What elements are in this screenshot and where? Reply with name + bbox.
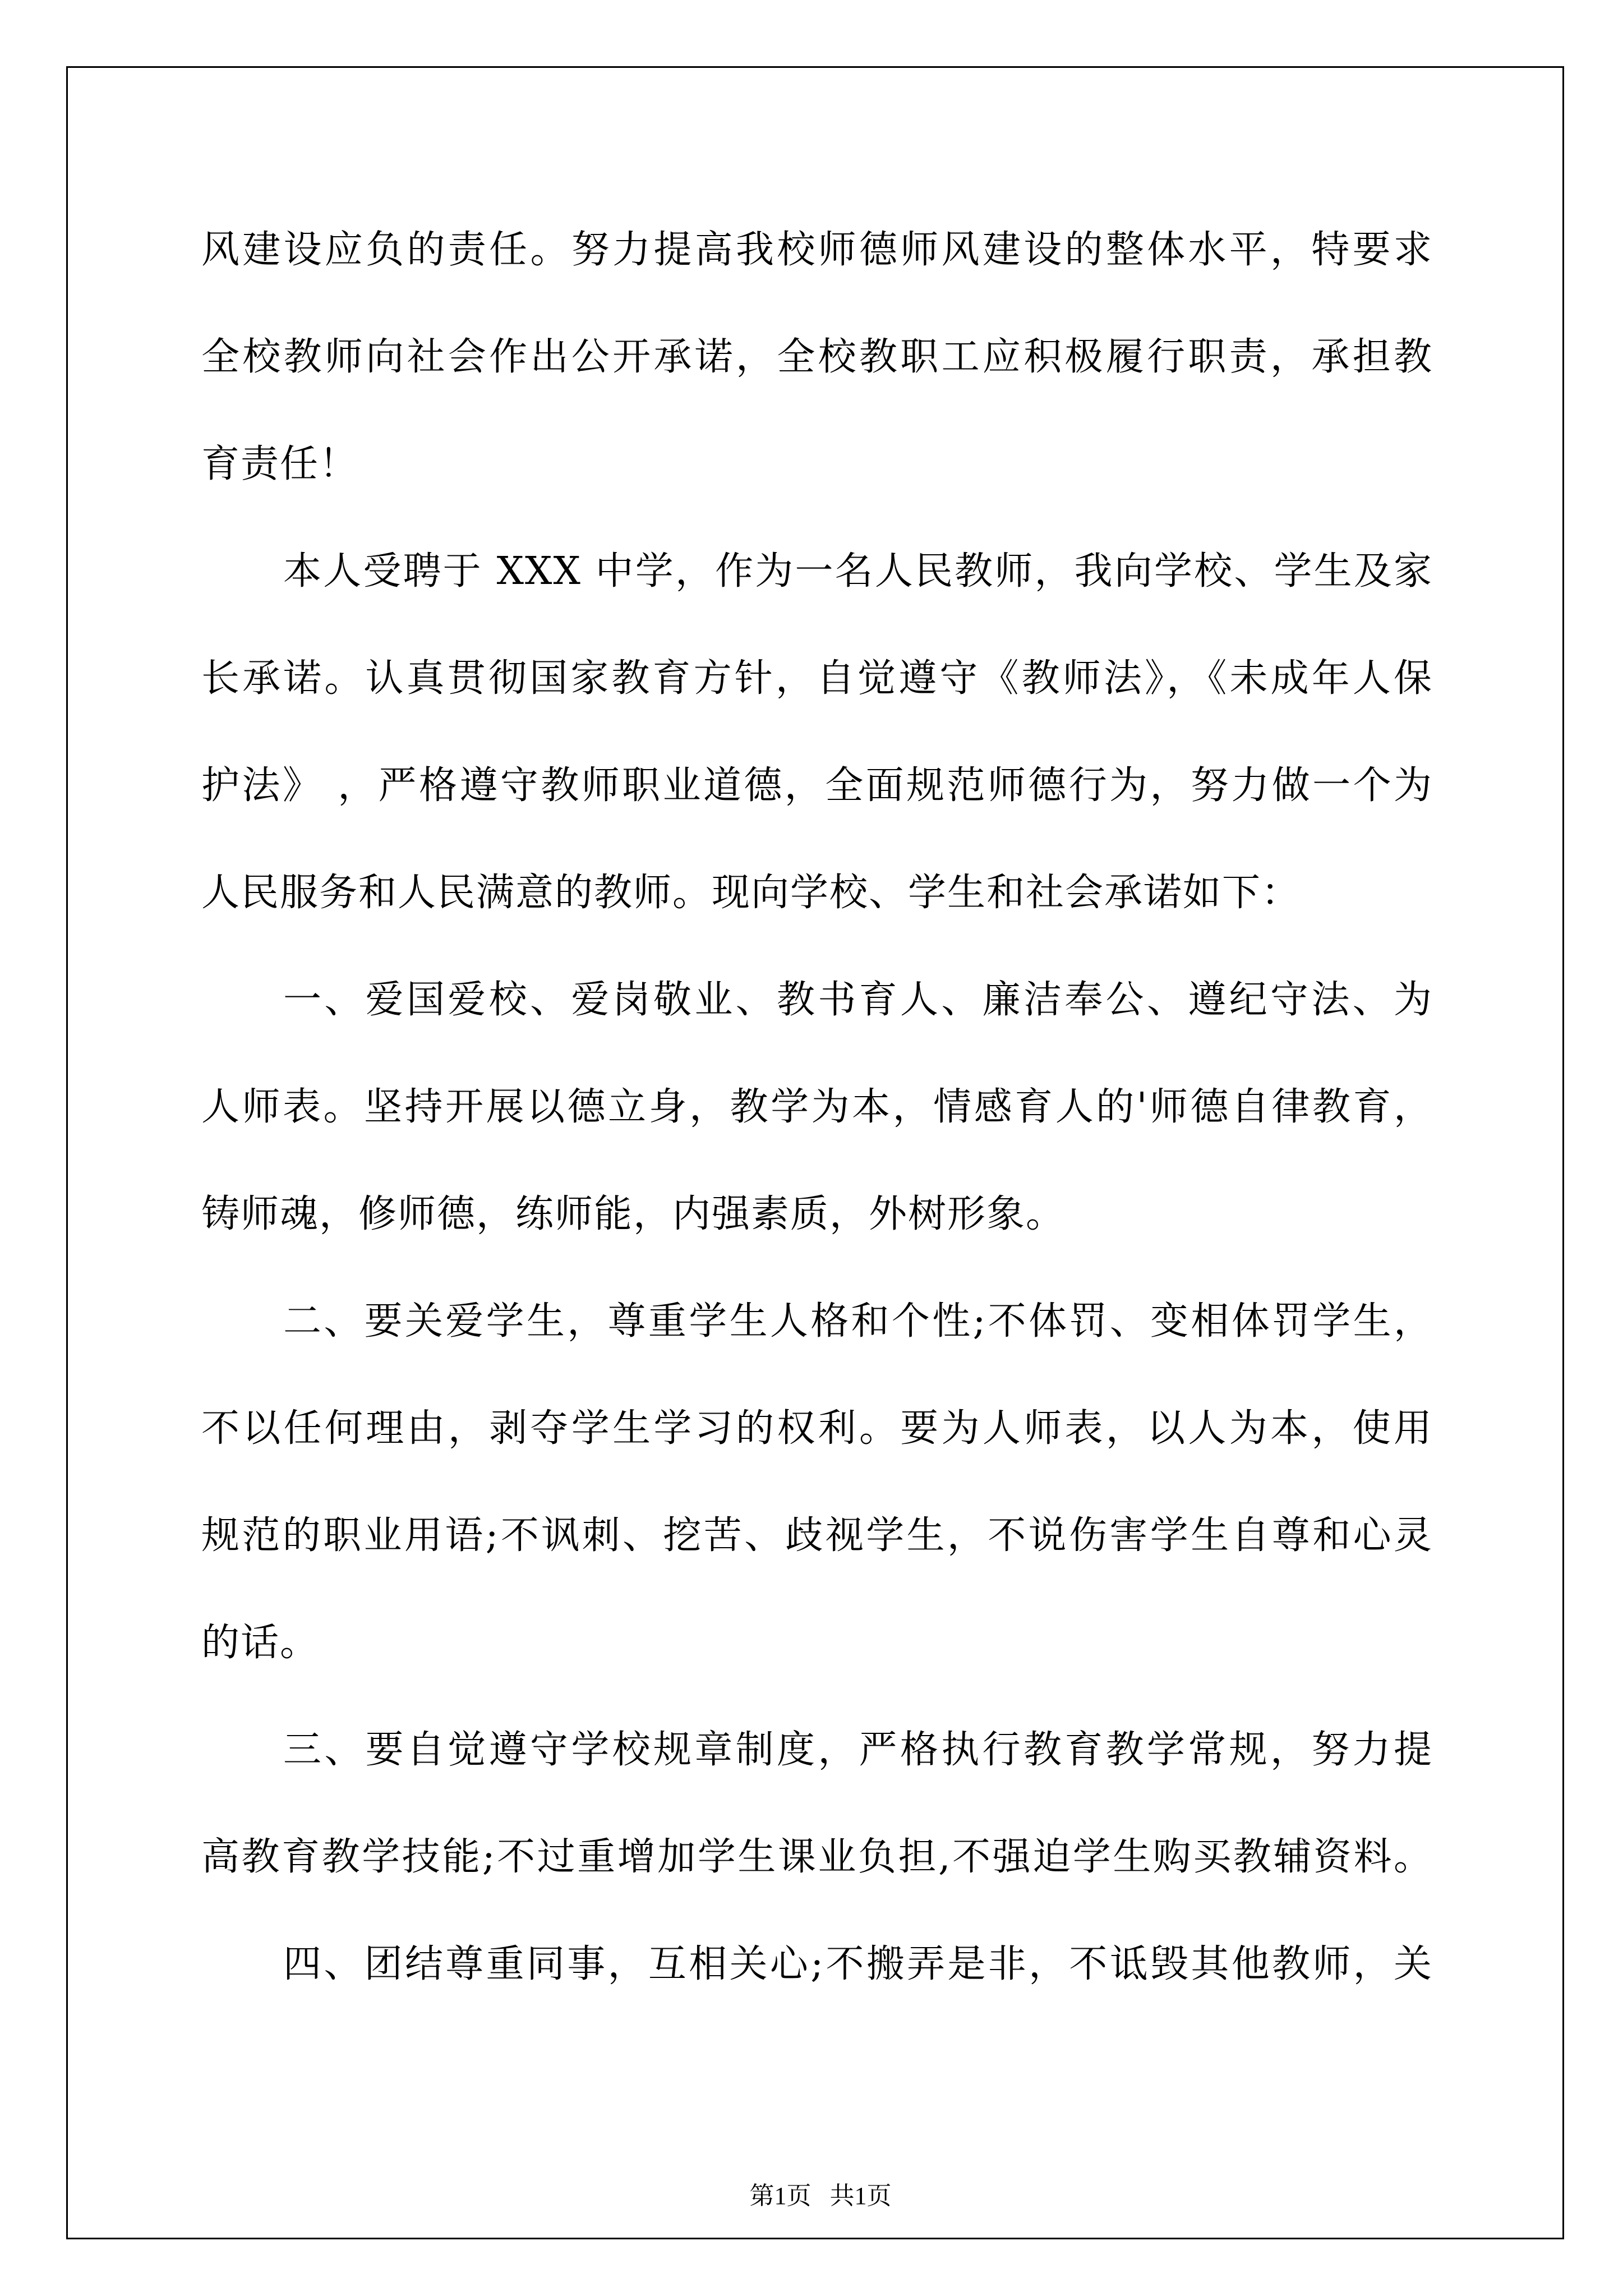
text-line: 育责任！: [201, 442, 359, 486]
paragraph: [201, 1268, 1433, 1696]
text-line: 二、要关爱学生，尊重学生人格和个性;不体罚、变相体罚学生，: [283, 1299, 1433, 1343]
paragraph: [201, 1911, 1433, 2018]
text-line: 规范的职业用语;不讽刺、挖苦、歧视学生，不说伤害学生自尊和心灵: [201, 1513, 1433, 1558]
document-body: [201, 196, 1433, 2018]
text-line: 人师表。坚持开展以德立身，教学为本，情感育人的'师德自律教育，: [201, 1085, 1433, 1129]
text-line: 全校教师向社会作出公开承诺，全校教职工应积极履行职责，承担教: [201, 335, 1433, 379]
text-line: 铸师魂，修师德，练师能，内强素质，外树形象。: [201, 1192, 1066, 1236]
text-line: 护法》 ，严格遵守教师职业道德，全面规范师德行为，努力做一个为: [201, 763, 1433, 808]
text-line: 本人受聘于 XXX 中学，作为一名人民教师，我向学校、学生及家: [283, 549, 1433, 593]
paragraph: [201, 196, 1433, 518]
text-line: 三、要自觉遵守学校规章制度，严格执行教育教学常规，努力提: [283, 1728, 1433, 1772]
text-line: 高教育教学技能;不过重增加学生课业负担,不强迫学生购买教辅资料。: [201, 1835, 1433, 1879]
text-line: 人民服务和人民满意的教师。现向学校、学生和社会承诺如下：: [201, 871, 1301, 915]
paragraph: [201, 946, 1433, 1268]
text-line: 四、团结尊重同事，互相关心;不搬弄是非，不诋毁其他教师，关: [283, 1942, 1433, 1986]
text-line: 的话。: [201, 1621, 320, 1665]
text-line: 一、爱国爱校、爱岗敬业、教书育人、廉洁奉公、遵纪守法、为: [283, 978, 1433, 1022]
text-line: 风建设应负的责任。努力提高我校师德师风建设的整体水平，特要求: [201, 228, 1433, 272]
page-number-footer: 第1页 共1页: [749, 2182, 892, 2210]
text-line: 长承诺。认真贯彻国家教育方针，自觉遵守《教师法》，《未成年人保: [201, 656, 1433, 701]
text-line: 不以任何理由，剥夺学生学习的权利。要为人师表，以人为本，使用: [201, 1406, 1433, 1451]
paragraph: [201, 518, 1433, 946]
paragraph: [201, 1696, 1433, 1911]
